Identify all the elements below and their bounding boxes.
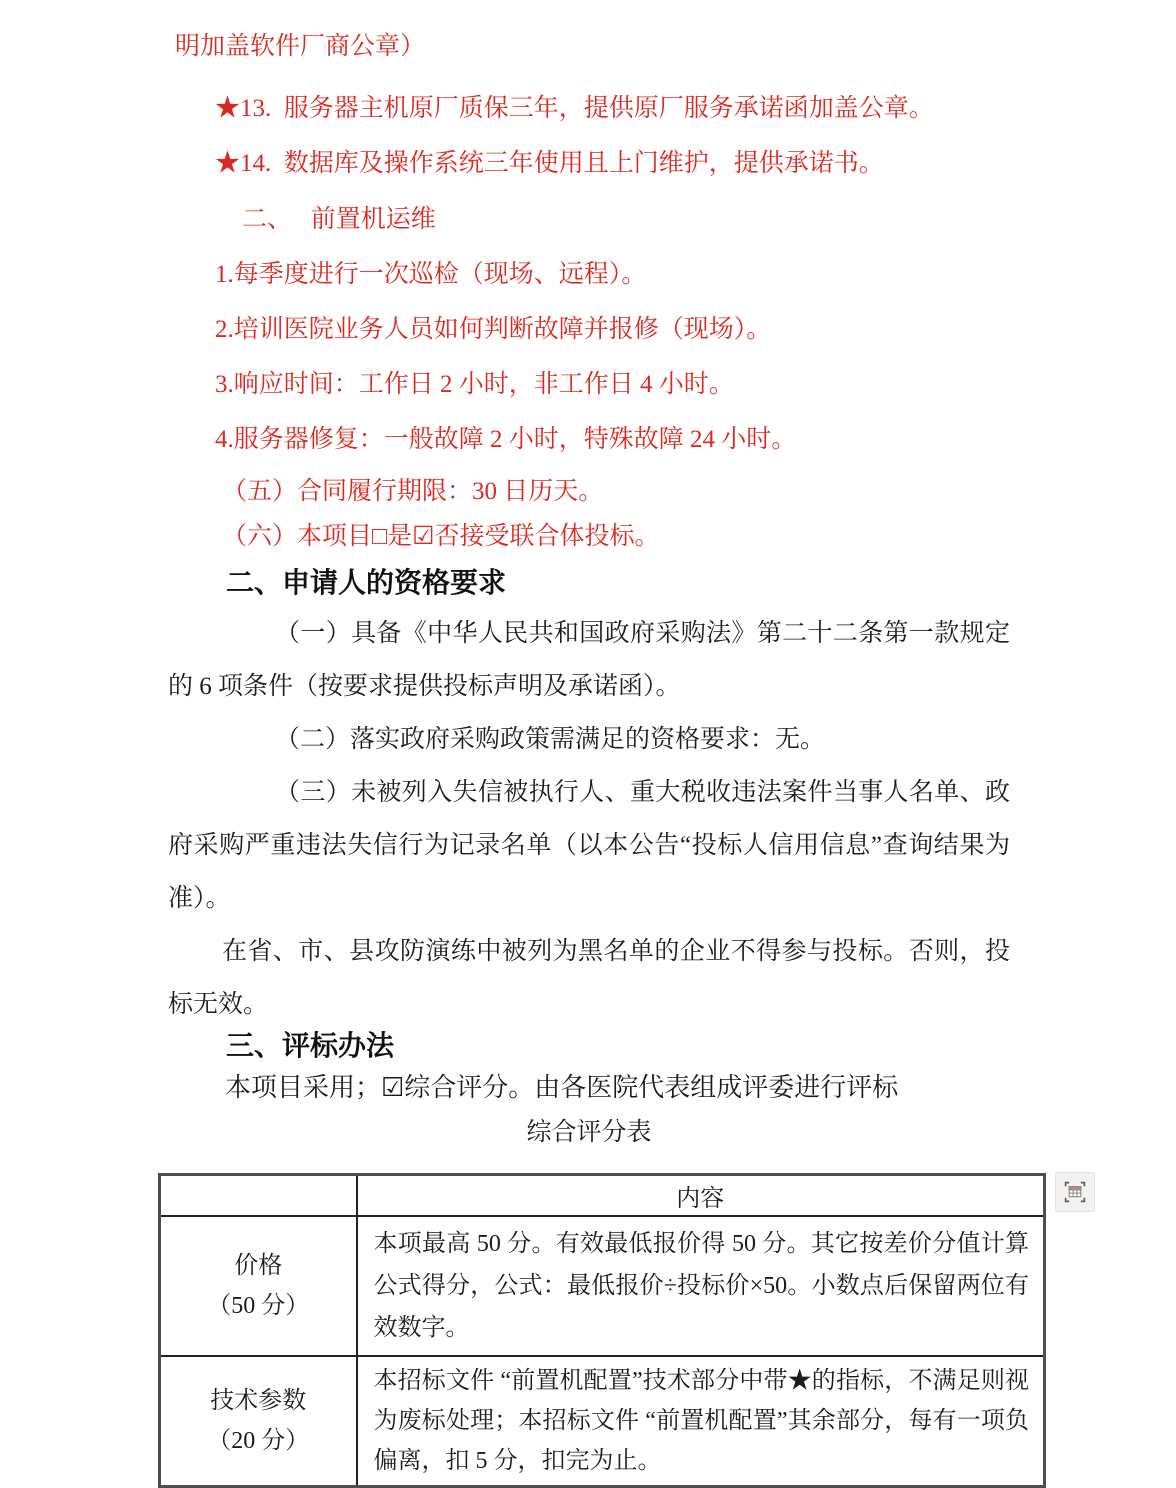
section2-paragraph-2: （二）落实政府采购政策需满足的资格要求：无。 — [275, 726, 826, 753]
ops-item-3: 3.响应时间：工作日 2 小时，非工作日 4 小时。 — [215, 371, 734, 398]
paragraph-intro: 明加盖软件厂商公章） — [175, 33, 426, 60]
select-table-button[interactable] — [1055, 1172, 1095, 1212]
section2-paragraph-3: （三）未被列入失信被执行人、重大税收违法案件当事人名单、政府采购严重违法失信行为记录名单（以本公告“投标人信用信息”查询结果为准）。 — [168, 779, 1010, 912]
price-score: （50 分） — [207, 1293, 310, 1319]
section2-heading: 二、申请人的资格要求 — [226, 567, 507, 598]
starred-requirement-13: ★13. 服务器主机原厂质保三年，提供原厂服务承诺函加盖公章。 — [215, 95, 934, 122]
section3-intro-checkbox-line: 本项目采用；☑综合评分。由各医院代表组成评委进行评标 — [225, 1073, 899, 1102]
table-row-price — [160, 1216, 1045, 1356]
section2-paragraph-1: （一）具备《中华人民共和国政府采购法》第二十二条第一款规定的 6 项条件（按要求提供投标声明及承诺函）。 — [168, 620, 1010, 700]
header-cell-content: 内容 — [357, 1175, 1045, 1217]
clause-contract-period: （五）合同履行期限：30 日历天。 — [222, 478, 604, 505]
tech-label: 技术参数 — [210, 1388, 307, 1414]
ops-subheading: 二、 前置机运维 — [242, 206, 436, 233]
cell-tech-content[interactable]: 本招标文件 “前置机配置”技术部分中带★的指标，不满足则视为废标处理；本招标文件 “前置机配置”其余部分，每有一项负偏离，扣 5 分，扣完为止。 — [357, 1356, 1045, 1487]
cell-price-item[interactable] — [160, 1216, 357, 1356]
starred-requirement-14: ★14. 数据库及操作系统三年使用且上门维护，提供承诺书。 — [215, 150, 884, 177]
price-label: 价格 — [234, 1253, 283, 1279]
score-table-container — [158, 1173, 1046, 1488]
table-row-tech — [160, 1356, 1045, 1487]
ops-item-2: 2.培训医院业务人员如何判断故障并报修（现场）。 — [215, 316, 772, 343]
cell-tech-item[interactable] — [160, 1356, 357, 1487]
header-cell-item — [160, 1175, 357, 1217]
section2-paragraph-4: 在省、市、县攻防演练中被列为黑名单的企业不得参与投标。否则，投标无效。 — [168, 938, 1010, 1018]
cell-price-content[interactable]: 本项最高 50 分。有效最低报价得 50 分。其它按差价分值计算公式得分，公式：最低报价÷投标价×50。小数点后保留两位有效数字。 — [357, 1216, 1045, 1356]
score-table — [158, 1173, 1046, 1488]
score-table-title: 综合评分表 — [526, 1119, 652, 1146]
tech-score: （20 分） — [207, 1428, 310, 1454]
clause-consortium-checkbox: （六）本项目□是☑否接受联合体投标。 — [222, 523, 660, 550]
select-table-icon — [1062, 1179, 1088, 1205]
ops-item-4: 4.服务器修复：一般故障 2 小时，特殊故障 24 小时。 — [215, 426, 797, 453]
table-header-row — [160, 1175, 1045, 1217]
ops-item-1: 1.每季度进行一次巡检（现场、远程）。 — [215, 261, 647, 288]
section3-heading: 三、评标办法 — [226, 1030, 395, 1061]
